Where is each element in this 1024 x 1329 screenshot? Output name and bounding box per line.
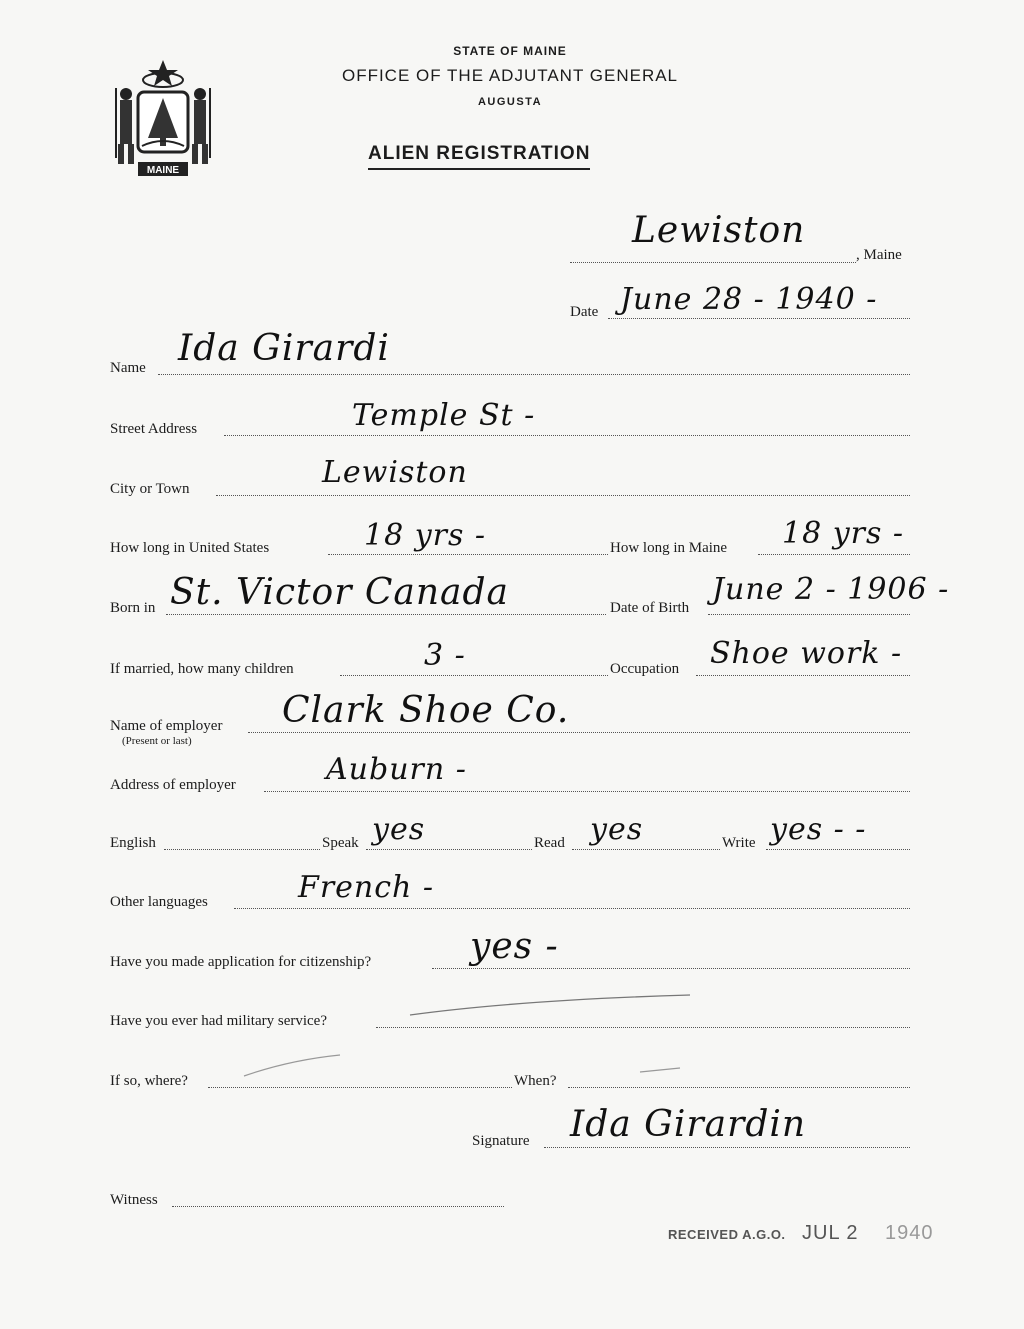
city-label: City or Town [110, 481, 190, 497]
witness-line [172, 1206, 504, 1207]
where-line [208, 1087, 512, 1088]
write-value: yes - - [770, 812, 867, 847]
occupation-label: Occupation [610, 661, 680, 677]
english-line [164, 849, 320, 850]
street-value: Temple St - [352, 398, 536, 433]
speak-line [366, 849, 532, 850]
employer-value: Clark Shoe Co. [282, 690, 570, 731]
how-long-maine-value: 18 yrs - [782, 516, 905, 551]
name-line [158, 374, 910, 375]
city-line [216, 495, 910, 496]
how-long-us-value: 18 yrs - [364, 518, 487, 553]
born-in-line [166, 614, 606, 615]
name-value: Ida Girardi [178, 328, 390, 369]
military-line [376, 1027, 910, 1028]
when-line [568, 1087, 910, 1088]
dob-value: June 2 - 1906 - [712, 572, 950, 607]
other-languages-label: Other languages [110, 894, 208, 910]
street-label: Street Address [110, 421, 198, 437]
signature-label: Signature [472, 1133, 530, 1149]
military-label: Have you ever had military service? [110, 1013, 327, 1029]
children-value: 3 - [424, 638, 466, 673]
how-long-maine-label: How long in Maine [610, 540, 728, 556]
signature-line [544, 1147, 910, 1148]
date-value: June 28 - 1940 - [620, 282, 878, 317]
stamp-received: RECEIVED A.G.O. [668, 1227, 786, 1242]
stamp-year: 1940 [884, 1222, 934, 1244]
children-line [340, 675, 608, 676]
header-city: AUGUSTA [477, 96, 543, 108]
other-languages-value: French - [298, 870, 435, 905]
state-seal-icon [108, 58, 218, 180]
received-stamp [668, 1222, 933, 1245]
write-label: Write [722, 835, 756, 851]
employer-address-value: Auburn - [326, 752, 467, 787]
date-label: Date [570, 304, 599, 320]
write-line [766, 849, 910, 850]
other-languages-line [234, 908, 910, 909]
street-line [224, 435, 910, 436]
english-label: English [110, 835, 156, 851]
speak-value: yes [372, 812, 426, 847]
how-long-maine-line [758, 554, 910, 555]
employer-line [248, 732, 910, 733]
name-label: Name [110, 360, 146, 376]
born-in-label: Born in [110, 600, 156, 616]
read-label: Read [534, 835, 565, 851]
form-title: ALIEN REGISTRATION [368, 143, 590, 170]
witness-label: Witness [110, 1192, 158, 1208]
date-line [608, 318, 910, 319]
place-value: Lewiston [632, 210, 806, 251]
read-value: yes [590, 812, 644, 847]
how-long-us-line [328, 554, 608, 555]
signature-value: Ida Girardin [570, 1104, 807, 1145]
when-label: When? [514, 1073, 557, 1089]
occupation-line [696, 675, 910, 676]
born-in-value: St. Victor Canada [170, 572, 510, 613]
dob-line [708, 614, 910, 615]
occupation-value: Shoe work - [710, 636, 903, 671]
read-line [572, 849, 720, 850]
header-state: STATE OF MAINE [453, 44, 567, 58]
employer-sublabel: (Present or last) [122, 735, 192, 747]
stamp-date: JUL 2 [802, 1222, 859, 1244]
children-label: If married, how many children [110, 661, 294, 677]
city-value: Lewiston [322, 455, 468, 490]
place-suffix: , Maine [856, 247, 902, 263]
employer-address-line [264, 791, 910, 792]
dob-label: Date of Birth [610, 600, 690, 616]
header-office: OFFICE OF THE ADJUTANT GENERAL [341, 66, 679, 85]
employer-label: Name of employer [110, 718, 223, 734]
speak-label: Speak [322, 835, 359, 851]
seal-label: MAINE [146, 165, 180, 176]
citizenship-value: yes - [470, 926, 559, 967]
how-long-us-label: How long in United States [110, 540, 270, 556]
citizenship-line [432, 968, 910, 969]
place-line [570, 262, 856, 263]
employer-address-label: Address of employer [110, 777, 236, 793]
citizenship-label: Have you made application for citizenship? [110, 954, 372, 970]
where-label: If so, where? [110, 1073, 188, 1089]
